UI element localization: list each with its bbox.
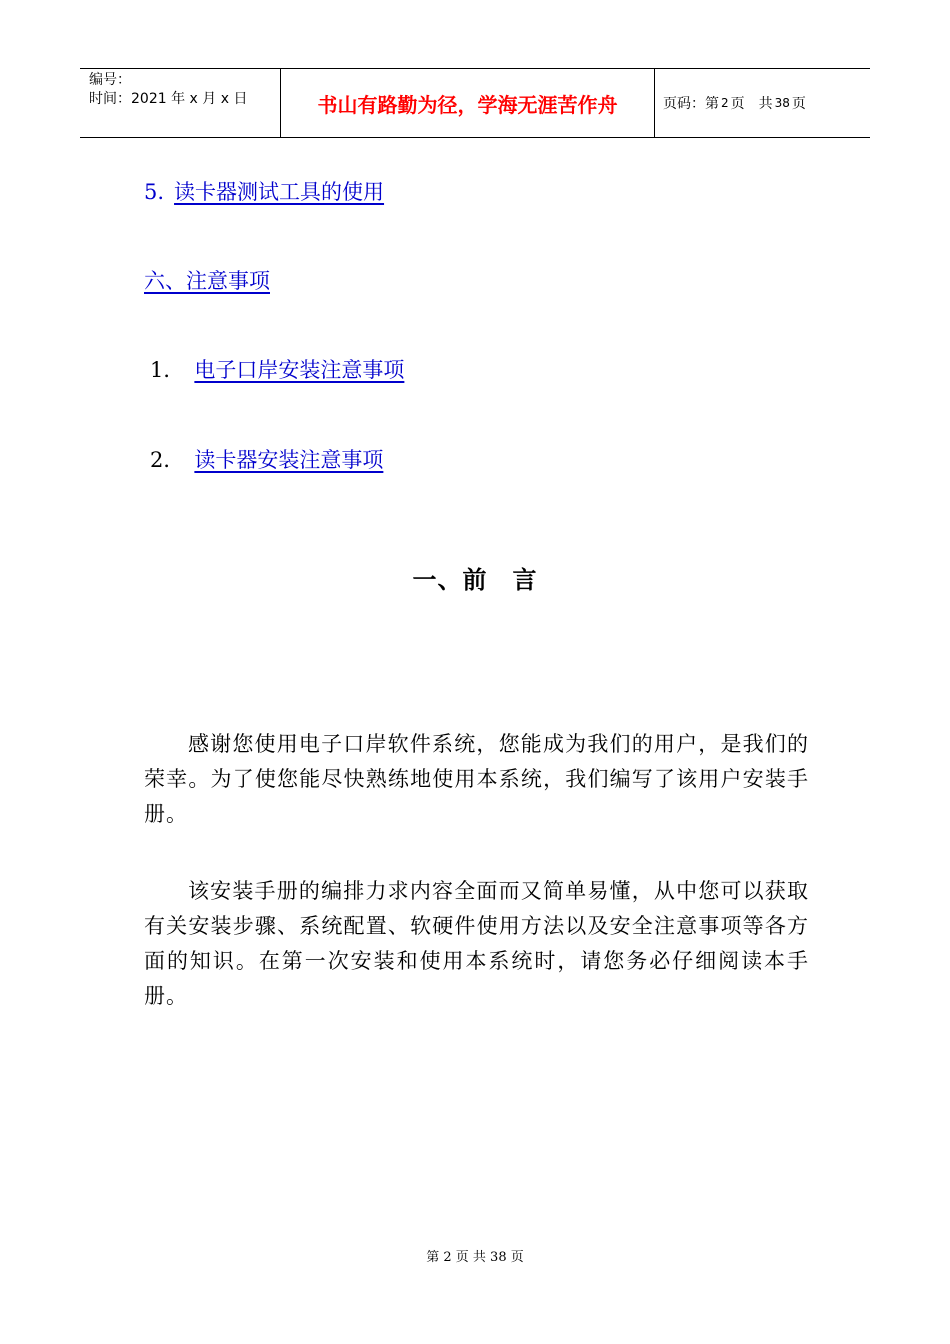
- toc-item-1-link[interactable]: 电子口岸安装注意事项: [194, 358, 405, 382]
- section-heading: 一、前 言: [412, 566, 538, 594]
- paragraph-1: 感谢您使用电子口岸软件系统，您能成为我们的用户，是我们的荣幸。为了使您能尽快熟练地使用本系统，我们编写了该用户安装手册。: [144, 732, 809, 826]
- toc-item-5-link[interactable]: 读卡器测试工具的使用: [174, 180, 385, 204]
- page-prefix: 页码：第: [663, 96, 719, 112]
- toc-item-1[interactable]: [150, 354, 404, 384]
- toc-item-2-number: 2．: [150, 448, 185, 472]
- page-mid: 页 共: [730, 96, 773, 112]
- toc-item-2-link[interactable]: 读卡器安装注意事项: [194, 448, 384, 472]
- page-footer: 第 2 页 共 38 页: [426, 1250, 524, 1265]
- toc-item-1-number: 1．: [150, 358, 185, 382]
- header-table: [80, 68, 870, 138]
- toc-item-5[interactable]: [144, 176, 384, 206]
- header-motto-cell: [281, 69, 655, 137]
- page-suffix: 页: [791, 96, 806, 112]
- number-label: 编号：: [89, 72, 131, 88]
- page-total: 38: [774, 96, 790, 110]
- header-page-cell: [663, 69, 870, 137]
- toc-item-5-number[interactable]: 5.: [144, 180, 165, 204]
- page-current: 2: [721, 96, 729, 110]
- paragraph-2: 该安装手册的编排力求内容全面而又简单易懂，从中您可以获取有关安装步骤、系统配置、软硬件使用方法以及安全注意事项等各方面的知识。在第一次安装和使用本系统时，请您务必仔细阅读本手册。: [144, 879, 809, 1008]
- motto-text: 书山有路勤为径，学海无涯苦作舟: [317, 92, 618, 117]
- time-label: 时间：2021 年 x 月 x 日: [89, 91, 248, 107]
- toc-section-6-link[interactable]: 六、注意事项: [144, 269, 270, 293]
- toc-item-2[interactable]: [150, 444, 383, 474]
- toc-section-6[interactable]: [144, 265, 270, 295]
- header-meta-cell: [80, 69, 281, 137]
